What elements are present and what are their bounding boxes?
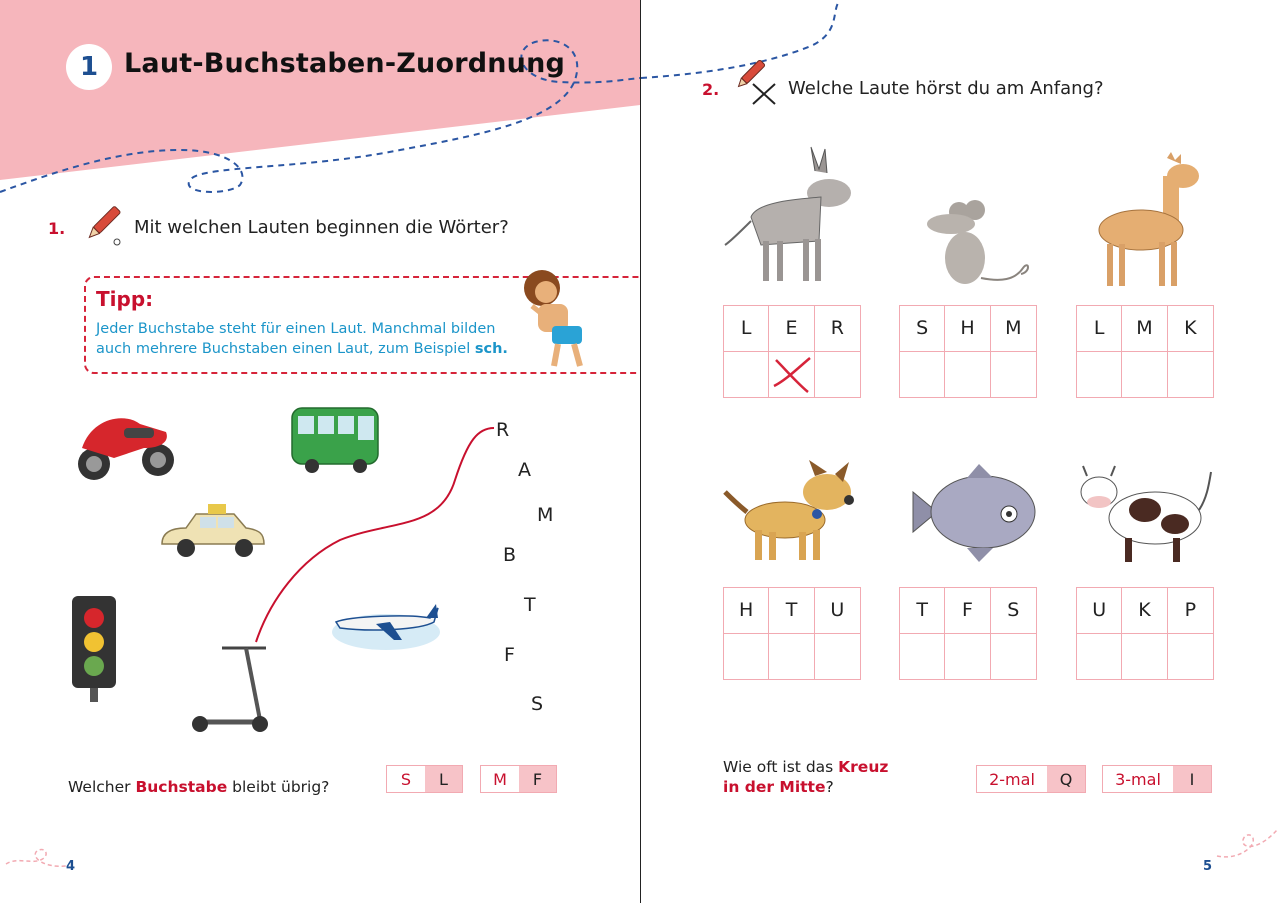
chapter-title: Laut-Buchstaben-Zuordnung <box>124 48 566 79</box>
answer-cell[interactable] <box>1077 634 1122 680</box>
grid-letter: H <box>724 588 769 634</box>
answer-cell[interactable] <box>991 352 1036 398</box>
grid-letter: H <box>945 306 990 352</box>
red-cross-mark <box>772 356 812 394</box>
answer-box-left-1[interactable] <box>386 765 463 793</box>
answer-label: 2-mal <box>977 766 1047 792</box>
answer-cell[interactable] <box>1168 352 1213 398</box>
pencil-cross-icon <box>727 62 779 108</box>
letter-grid-llama <box>1076 305 1214 398</box>
answer-solution: F <box>519 766 556 792</box>
question-right <box>723 757 903 797</box>
answer-cell[interactable] <box>945 634 990 680</box>
letter-3[interactable]: M <box>537 504 554 526</box>
tip-title: Tipp: <box>96 287 154 311</box>
mouse-image <box>911 196 1035 288</box>
answer-cell[interactable] <box>815 352 860 398</box>
letter-1[interactable]: R <box>496 419 510 441</box>
answer-box-right-1[interactable] <box>976 765 1086 793</box>
dashed-swirl-decoration <box>1215 826 1279 866</box>
donkey-image <box>721 145 851 287</box>
answer-cell[interactable] <box>900 634 945 680</box>
answer-cell[interactable] <box>769 634 814 680</box>
question-right-suffix: ? <box>825 778 834 796</box>
page-number-left: 4 <box>66 859 76 874</box>
question-right-highlight: Kreuz in der Mitte <box>723 758 889 796</box>
grid-letter: K <box>1122 588 1167 634</box>
question-left-highlight: Buchstabe <box>135 778 228 796</box>
task-2-text: Welche Laute hörst du am Anfang? <box>788 78 1104 99</box>
answer-cell[interactable] <box>769 352 814 398</box>
answer-box-left-2[interactable] <box>480 765 557 793</box>
grid-letter: M <box>991 306 1036 352</box>
letter-4[interactable]: B <box>503 544 517 566</box>
letter-6[interactable]: F <box>504 644 515 666</box>
answer-cell[interactable] <box>991 634 1036 680</box>
tip-text-bold: sch. <box>474 341 508 357</box>
letter-grid-mouse <box>899 305 1037 398</box>
answer-cell[interactable] <box>1122 352 1167 398</box>
answer-cell[interactable] <box>724 634 769 680</box>
dog-image <box>723 452 861 566</box>
grid-letter: S <box>991 588 1036 634</box>
right-page <box>641 0 1280 903</box>
fish-image <box>907 462 1037 566</box>
answer-label: S <box>387 766 425 792</box>
answer-box-right-2[interactable] <box>1102 765 1212 793</box>
grid-letter: S <box>900 306 945 352</box>
answer-solution: Q <box>1047 766 1085 792</box>
dashed-swirl-decoration <box>4 838 68 872</box>
answer-label: 3-mal <box>1103 766 1173 792</box>
llama-image <box>1087 152 1203 290</box>
cow-image <box>1075 458 1215 566</box>
task-1-text: Mit welchen Lauten beginnen die Wörter? <box>134 217 509 238</box>
question-left-suffix: bleibt übrig? <box>227 778 330 796</box>
answer-cell[interactable] <box>815 634 860 680</box>
grid-letter: F <box>945 588 990 634</box>
grid-letter: K <box>1168 306 1213 352</box>
grid-letter: E <box>769 306 814 352</box>
letter-grid-dog <box>723 587 861 680</box>
answer-cell[interactable] <box>1077 352 1122 398</box>
chapter-number: 1 <box>66 44 112 90</box>
answer-cell[interactable] <box>1122 634 1167 680</box>
tip-text-main: Jeder Buchstabe steht für einen Laut. Manchmal bilden auch mehrere Buchstaben einen Laut, zum Beispiel <box>96 321 496 357</box>
grid-letter: P <box>1168 588 1213 634</box>
page-number-right: 5 <box>1203 859 1213 874</box>
grid-letter: U <box>1077 588 1122 634</box>
letter-2[interactable]: A <box>518 459 531 481</box>
answer-cell[interactable] <box>1168 634 1213 680</box>
answer-cell[interactable] <box>945 352 990 398</box>
question-right-prefix: Wie oft ist das <box>723 758 839 776</box>
question-left-prefix: Welcher <box>68 778 136 796</box>
question-left <box>68 777 329 797</box>
letter-5[interactable]: T <box>524 594 536 616</box>
answer-solution: I <box>1173 766 1211 792</box>
grid-letter: L <box>724 306 769 352</box>
grid-letter: R <box>815 306 860 352</box>
answer-solution: L <box>425 766 462 792</box>
task-2-number: 2. <box>702 80 720 99</box>
letter-grid-donkey <box>723 305 861 398</box>
task-1-number: 1. <box>48 219 66 238</box>
grid-letter: M <box>1122 306 1167 352</box>
grid-letter: L <box>1077 306 1122 352</box>
grid-letter: U <box>815 588 860 634</box>
answer-cell[interactable] <box>724 352 769 398</box>
letter-7[interactable]: S <box>531 693 544 715</box>
grid-letter: T <box>769 588 814 634</box>
letter-grid-fish <box>899 587 1037 680</box>
grid-letter: T <box>900 588 945 634</box>
answer-label: M <box>481 766 519 792</box>
answer-cell[interactable] <box>900 352 945 398</box>
letter-grid-cow <box>1076 587 1214 680</box>
